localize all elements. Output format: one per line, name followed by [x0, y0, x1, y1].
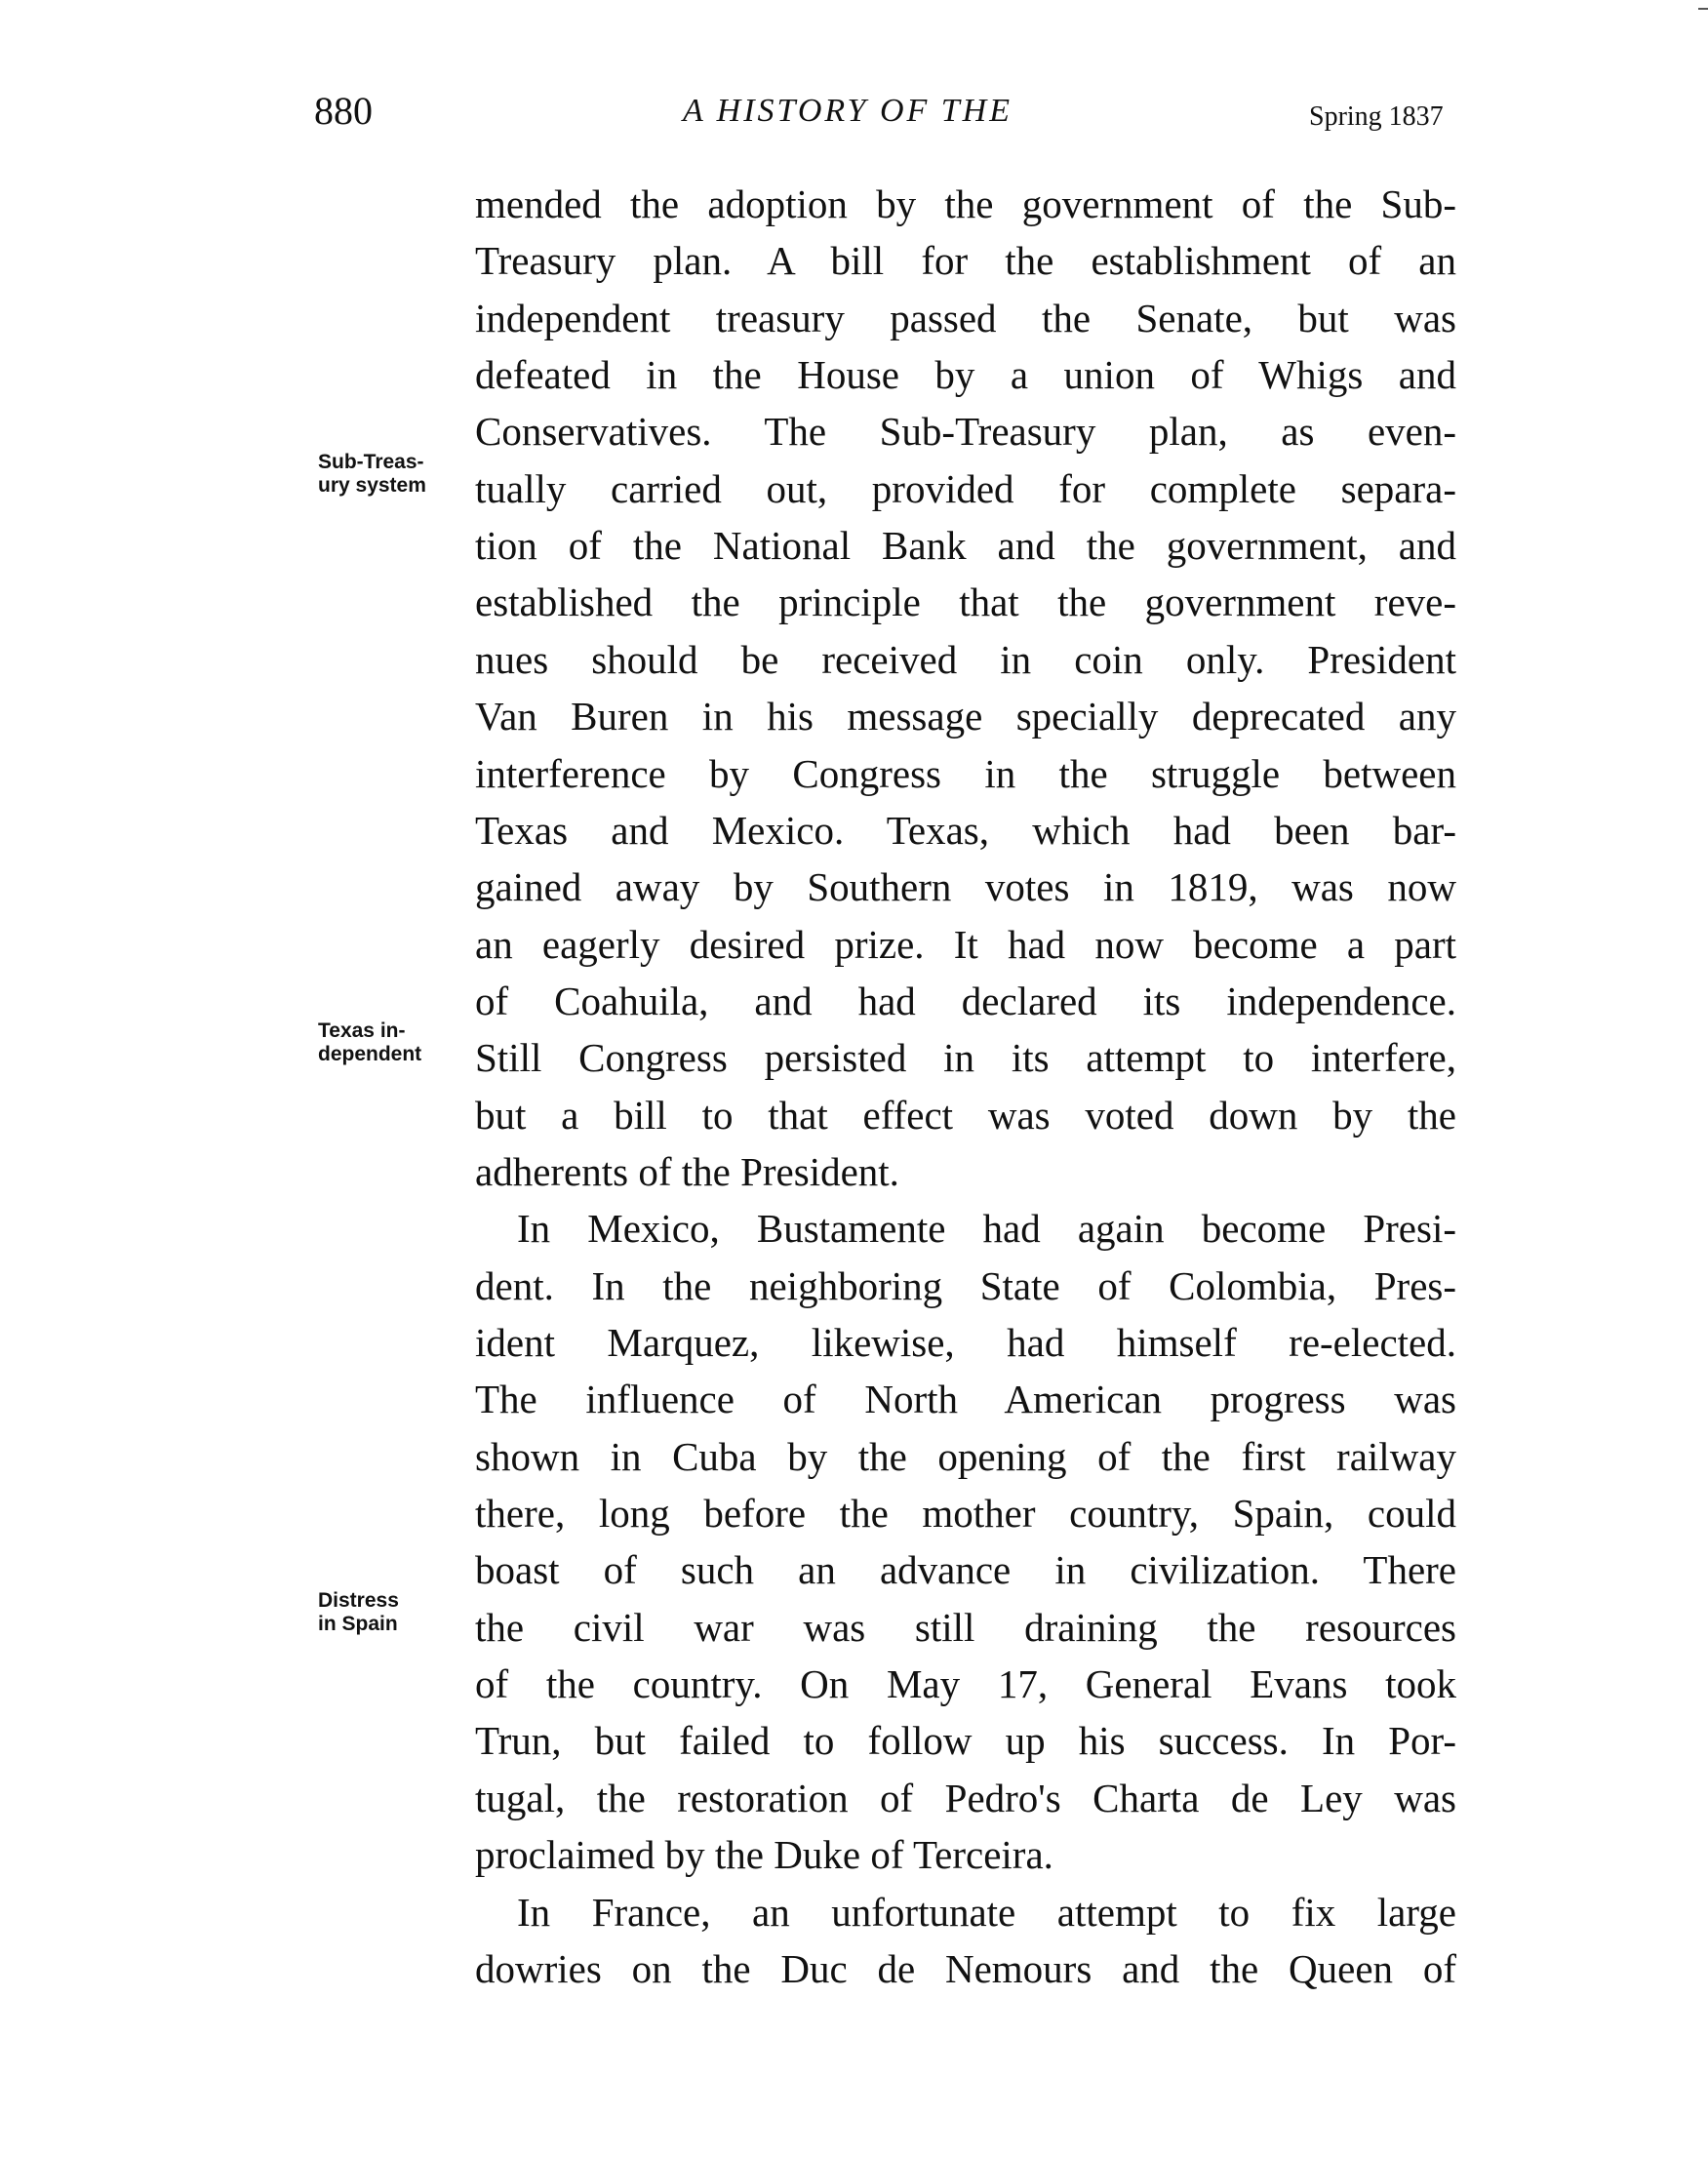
text-line: Conservatives. The Sub-Treasury plan, as even- [475, 409, 1456, 455]
text-line: an eagerly desired prize. It had now become a part [475, 921, 1456, 967]
page-date: Spring 1837 [1309, 101, 1444, 132]
margin-note: dependent [318, 1043, 422, 1066]
text-line: The influence of North American progress was [475, 1377, 1456, 1422]
text-line: boast of such an advance in civilization. There [475, 1547, 1456, 1593]
text-line: established the principle that the government reve- [475, 579, 1456, 625]
text-line: nues should be received in coin only. President [475, 636, 1456, 682]
text-line: In Mexico, Bustamente had again become Presi- [517, 1206, 1456, 1252]
text-line: defeated in the House by a union of Whigs and [475, 352, 1456, 398]
running-title: A HISTORY OF THE [683, 93, 1013, 129]
text-line: Van Buren in his message specially deprecated any [475, 694, 1456, 739]
text-line: proclaimed by the Duke of Terceira. [475, 1832, 1053, 1878]
text-line: adherents of the President. [475, 1148, 899, 1194]
text-line: of the country. On May 17, General Evans took [475, 1661, 1456, 1707]
text-line: but a bill to that effect was voted down by the [475, 1092, 1456, 1138]
margin-note: Texas in- [318, 1019, 406, 1043]
text-line: Still Congress persisted in its attempt to interfere, [475, 1035, 1456, 1081]
text-line: interference by Congress in the struggle between [475, 750, 1456, 796]
text-line: gained away by Southern votes in 1819, was now [475, 864, 1456, 910]
scan-mark [1698, 8, 1708, 10]
text-line: shown in Cuba by the opening of the first railway [475, 1433, 1456, 1479]
text-line: Treasury plan. A bill for the establishment of an [475, 238, 1456, 284]
text-line: Trun, but failed to follow up his success. In Por- [475, 1718, 1456, 1764]
margin-note: ury system [318, 473, 426, 497]
text-line: Texas and Mexico. Texas, which had been bar- [475, 807, 1456, 853]
text-line: dent. In the neighboring State of Colombia, Pres- [475, 1262, 1456, 1308]
text-line: the civil war was still draining the resources [475, 1604, 1456, 1650]
margin-note: Distress [318, 1588, 399, 1612]
text-line: tugal, the restoration of Pedro's Charta de Ley was [475, 1775, 1456, 1820]
text-line: of Coahuila, and had declared its independence. [475, 978, 1456, 1023]
text-line: ident Marquez, likewise, had himself re-elected. [475, 1320, 1456, 1365]
text-line: In France, an unfortunate attempt to fix large [517, 1889, 1456, 1935]
text-line: there, long before the mother country, Spain, could [475, 1491, 1456, 1537]
text-line: independent treasury passed the Senate, but was [475, 295, 1456, 340]
text-line: dowries on the Duc de Nemours and the Queen of [475, 1945, 1456, 1991]
margin-note: in Spain [318, 1612, 398, 1635]
text-line: tion of the National Bank and the government, and [475, 523, 1456, 569]
margin-note: Sub-Treas- [318, 450, 424, 473]
text-line: tually carried out, provided for complete separa- [475, 465, 1456, 511]
text-line: mended the adoption by the government of the Sub- [475, 181, 1456, 226]
page-number: 880 [314, 89, 373, 133]
